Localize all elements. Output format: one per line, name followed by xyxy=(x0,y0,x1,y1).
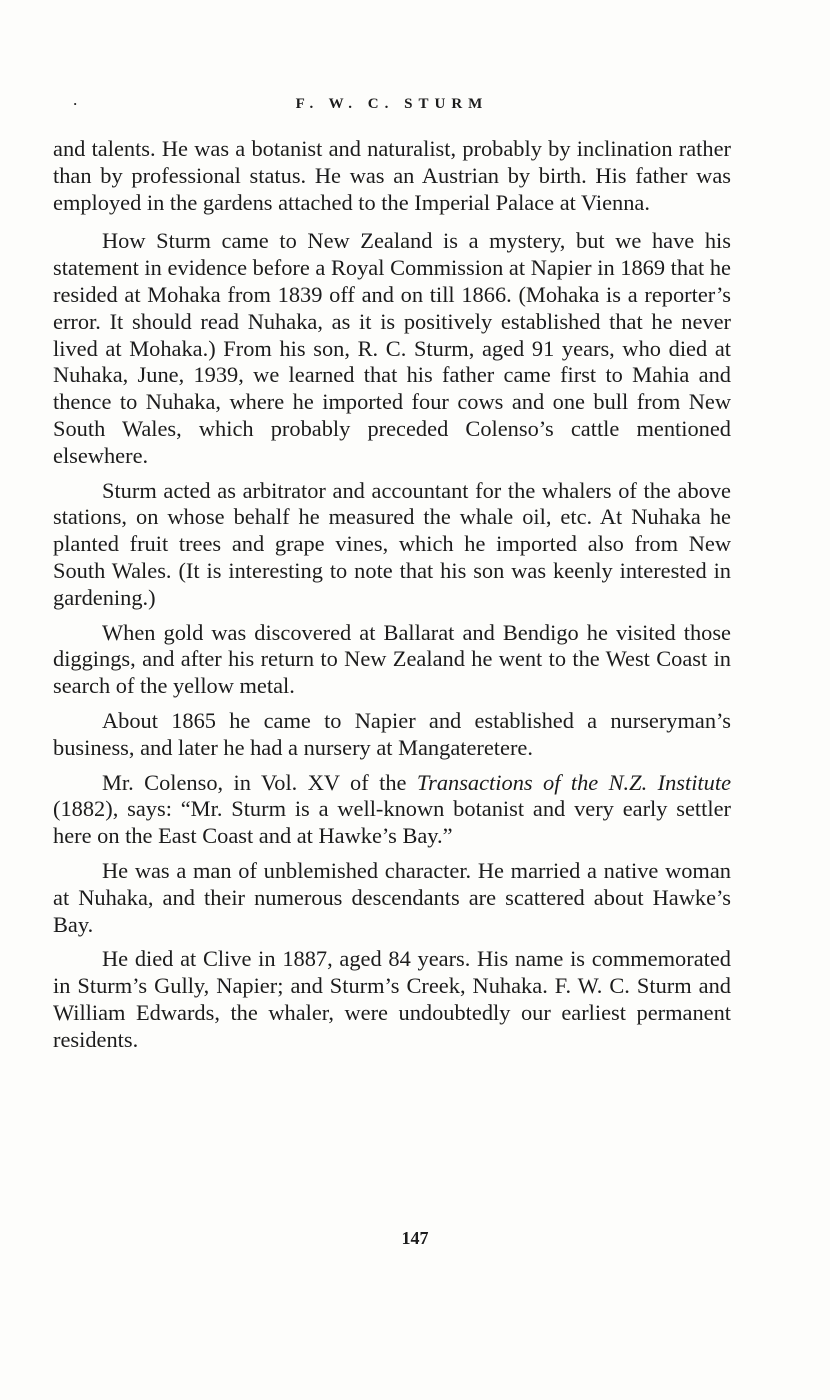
running-head xyxy=(53,92,731,116)
page-number: 147 xyxy=(401,1228,429,1248)
paragraph-arrival: How Sturm came to New Zealand is a mystery, but we have his statement in evidence before a Royal Commission at Napier in 1869 that he resided at Mohaka from 1839 off and on till 1866. (Mohaka is a reporter’s error. It should read Nuhaka, as it is positively established that he never lived at Mohaka.) From his son, R. C. Sturm, aged 91 years, who died at Nuhaka, June, 1939, we learned that his father came first to Mahia and thence to Nuhaka, where he imported four cows and one bull from New South Wales, which probably preceded Colenso’s cattle mentioned elsewhere. xyxy=(53,228,731,468)
colenso-text-after: (1882), says: “Mr. Sturm is a well-known botanist and very early settler here on the East Coast and at Hawke’s Bay.” xyxy=(53,796,731,849)
running-head-dot: · xyxy=(73,96,84,111)
paragraph-character: He was a man of unblemished character. He married a native woman at Nuhaka, and their numerous descendants are scattered about Hawke’s Bay. xyxy=(53,857,731,937)
book-page xyxy=(53,92,731,1062)
paragraph-colenso xyxy=(53,770,731,850)
colenso-text-before: Mr. Colenso, in Vol. XV of the xyxy=(102,769,417,795)
colenso-publication-title: Transactions of the N.Z. Institute xyxy=(416,769,732,795)
paragraph-death: He died at Clive in 1887, aged 84 years. His name is commemorated in Sturm’s Gully, Napier; and Sturm’s Creek, Nuhaka. F. W. C. Sturm and William Edwards, the whaler, were undoubtedly our earliest permanent residents. xyxy=(53,946,731,1052)
paragraph-nursery: About 1865 he came to Napier and established a nurseryman’s business, and later he had a nursery at Mangateretere. xyxy=(53,707,731,760)
body-text xyxy=(53,136,731,1054)
paragraph-gold: When gold was discovered at Ballarat and Bendigo he visited those diggings, and after his return to New Zealand he went to the West Coast in search of the yellow metal. xyxy=(53,619,731,699)
paragraph-arbitrator: Sturm acted as arbitrator and accountant for the whalers of the above stations, on whose behalf he measured the whale oil, etc. At Nuhaka he planted fruit trees and grape vines, which he imported also from New South Wales. (It is interesting to note that his son was keenly interested in gardening.) xyxy=(53,477,731,610)
running-head-title: F. W. C. STURM xyxy=(295,96,489,112)
paragraph-continuation: and talents. He was a botanist and naturalist, probably by inclination rather than by professional status. He was an Austrian by birth. His father was employed in the gardens attached to the Imperial Palace at Vienna. xyxy=(53,136,731,215)
